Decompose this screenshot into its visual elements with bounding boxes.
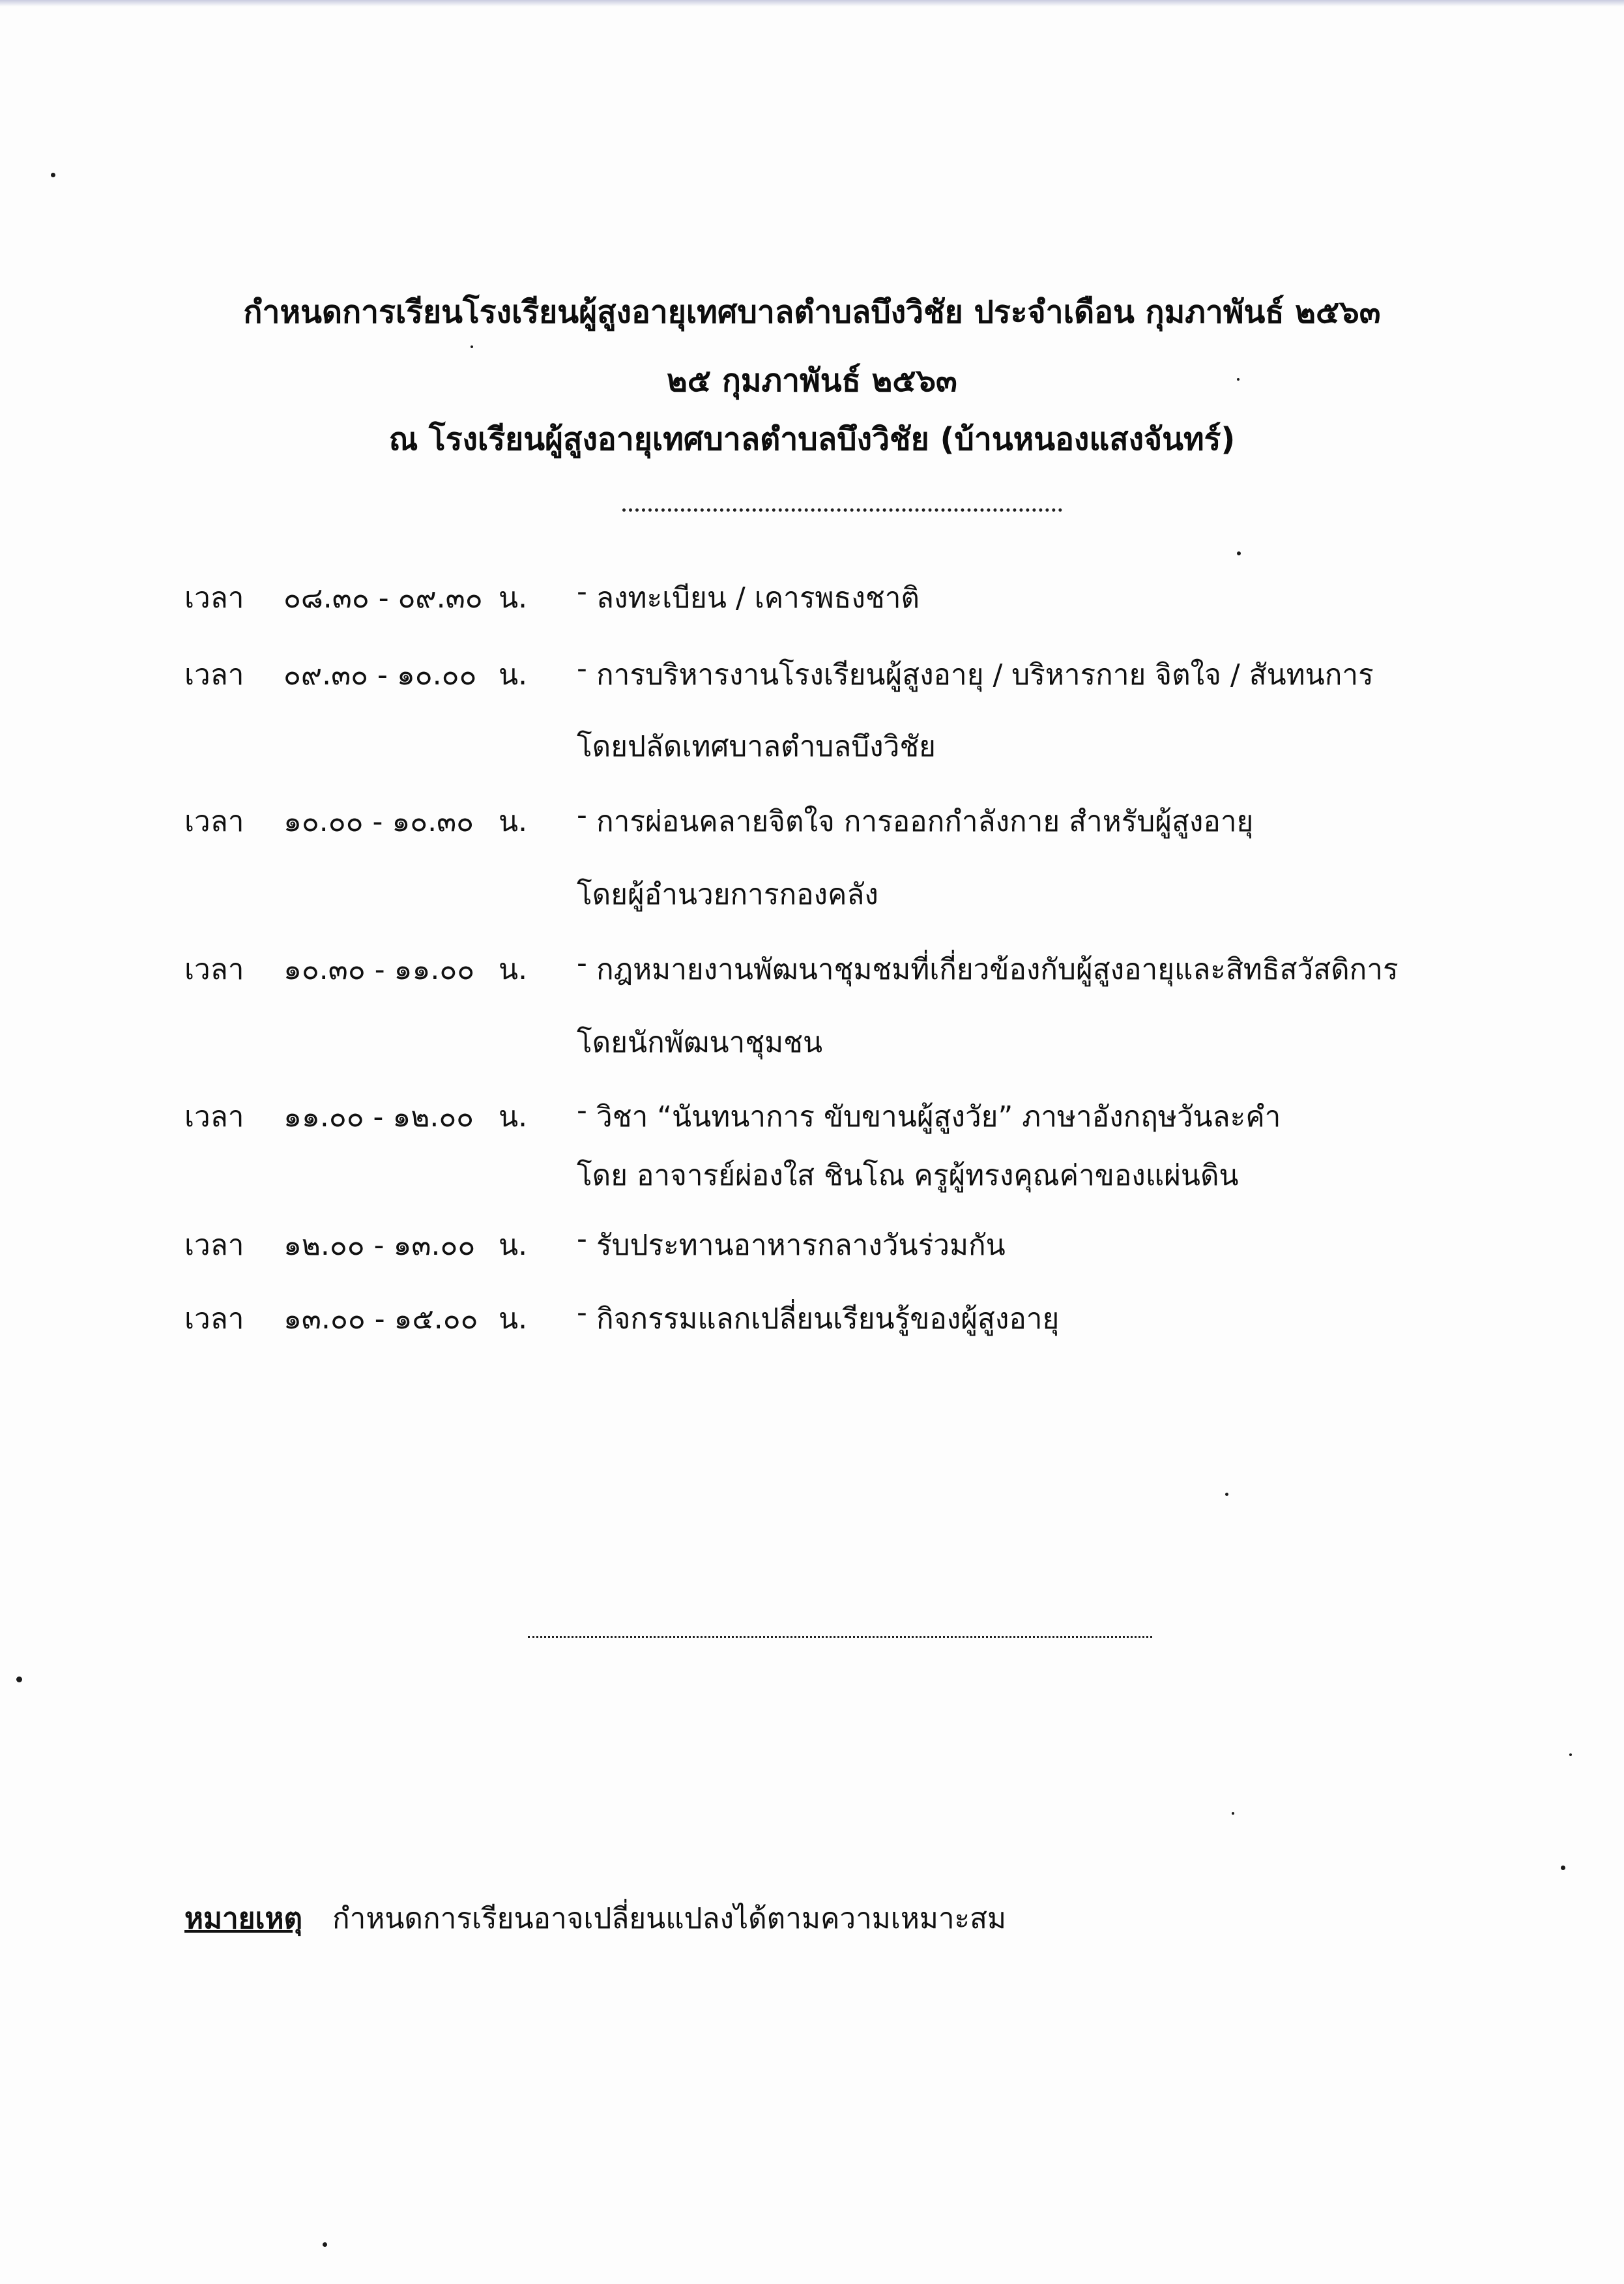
activity-text: การผ่อนคลายจิตใจ การออกกำลังกาย สำหรับผู้สูงอายุ <box>596 805 1254 838</box>
activity-dash: - <box>577 575 587 608</box>
activity-detail: โดยผู้อำนวยการกองคลัง <box>577 878 878 911</box>
activity-dash: - <box>577 1222 587 1255</box>
activity-dash: - <box>577 798 587 832</box>
scan-speck <box>1225 1493 1228 1496</box>
schedule-title: กำหนดการเรียนโรงเรียนผู้สูงอายุเทศบาลตำบลบึงวิชัย ประจำเดือน กุมภาพันธ์ ๒๕๖๓ <box>243 294 1381 330</box>
activity-dash: - <box>577 1094 587 1127</box>
schedule-row <box>0 1094 1624 1134</box>
time-label: เวลา <box>184 953 244 986</box>
time-range: ๑๑.๐๐ - ๑๒.๐๐ <box>283 1100 474 1134</box>
scan-speck <box>1232 1812 1234 1815</box>
scan-speck <box>1237 551 1241 555</box>
activity-text: การบริหารงานโรงเรียนผู้สูงอายุ / บริหารกาย จิตใจ / สันทนการ <box>596 658 1374 692</box>
activity-text: กิจกรรมแลกเปลี่ยนเรียนรู้ของผู้สูงอายุ <box>596 1302 1060 1336</box>
scan-speck <box>16 1676 22 1682</box>
activity-dash: - <box>577 652 587 685</box>
activity-text: กฎหมายงานพัฒนาชุมชมที่เกี่ยวข้องกับผู้สูงอายุและสิทธิสวัสดิการ <box>596 953 1399 986</box>
activity-detail: โดยปลัดเทศบาลตำบลบึงวิชัย <box>577 730 936 763</box>
signature-dotted-line <box>528 1636 1152 1638</box>
time-unit: น. <box>499 953 528 986</box>
schedule-venue: ณ โรงเรียนผู้สูงอายุเทศบาลตำบลบึงวิชัย (บ้านหนองแสงจันทร์) <box>388 421 1236 458</box>
time-label: เวลา <box>184 1302 244 1336</box>
time-unit: น. <box>499 1302 528 1336</box>
activity-dash: - <box>577 946 587 980</box>
schedule-row-detail <box>0 724 1624 763</box>
schedule-row-detail <box>0 1152 1624 1192</box>
time-range: ๑๓.๐๐ - ๑๕.๐๐ <box>283 1302 478 1336</box>
schedule-row <box>0 798 1624 838</box>
time-label: เวลา <box>184 1100 244 1134</box>
scan-speck <box>471 345 473 348</box>
header-dotted-divider <box>622 508 1062 512</box>
time-range: ๑๐.๐๐ - ๑๐.๓๐ <box>283 805 474 838</box>
activity-text: รับประทานอาหารกลางวันร่วมกัน <box>596 1229 1006 1262</box>
activity-detail: โดย อาจารย์ผ่องใส ชินโณ ครูผู้ทรงคุณค่าของแผ่นดิน <box>577 1159 1239 1192</box>
activity-detail: โดยนักพัฒนาชุมชน <box>577 1026 823 1059</box>
schedule-row <box>0 1296 1624 1336</box>
note-text: กำหนดการเรียนอาจเปลี่ยนแปลงได้ตามความเหมาะสม <box>332 1902 1007 1935</box>
time-unit: น. <box>499 581 528 615</box>
time-unit: น. <box>499 1100 528 1134</box>
schedule-row-detail <box>0 1019 1624 1059</box>
schedule-date: ๒๕ กุมภาพันธ์ ๒๕๖๓ <box>667 362 957 399</box>
time-range: ๐๘.๓๐ - ๐๙.๓๐ <box>283 581 483 615</box>
activity-dash: - <box>577 1296 587 1329</box>
time-label: เวลา <box>184 805 244 838</box>
schedule-row-detail <box>0 871 1624 911</box>
scan-top-edge <box>0 0 1624 7</box>
activity-text: ลงทะเบียน / เคารพธงชาติ <box>596 581 920 615</box>
note-label: หมายเหตุ <box>184 1902 303 1935</box>
scan-speck <box>51 173 55 177</box>
time-label: เวลา <box>184 581 244 615</box>
schedule-row <box>0 575 1624 615</box>
activity-text: วิชา “นันทนาการ ขับขานผู้สูงวัย” ภาษาอังกฤษวันละคำ <box>596 1100 1281 1134</box>
time-unit: น. <box>499 658 528 692</box>
time-unit: น. <box>499 805 528 838</box>
time-unit: น. <box>499 1229 528 1262</box>
scan-speck <box>1237 378 1240 381</box>
time-range: ๑๐.๓๐ - ๑๑.๐๐ <box>283 953 475 986</box>
time-label: เวลา <box>184 658 244 692</box>
scan-speck <box>1569 1753 1572 1756</box>
time-range: ๐๙.๓๐ - ๑๐.๐๐ <box>283 658 477 692</box>
schedule-row <box>0 1222 1624 1262</box>
schedule-row <box>0 652 1624 692</box>
time-label: เวลา <box>184 1229 244 1262</box>
scan-speck <box>1561 1866 1565 1870</box>
time-range: ๑๒.๐๐ - ๑๓.๐๐ <box>283 1229 476 1262</box>
schedule-row <box>0 946 1624 986</box>
scan-speck <box>323 2242 327 2247</box>
